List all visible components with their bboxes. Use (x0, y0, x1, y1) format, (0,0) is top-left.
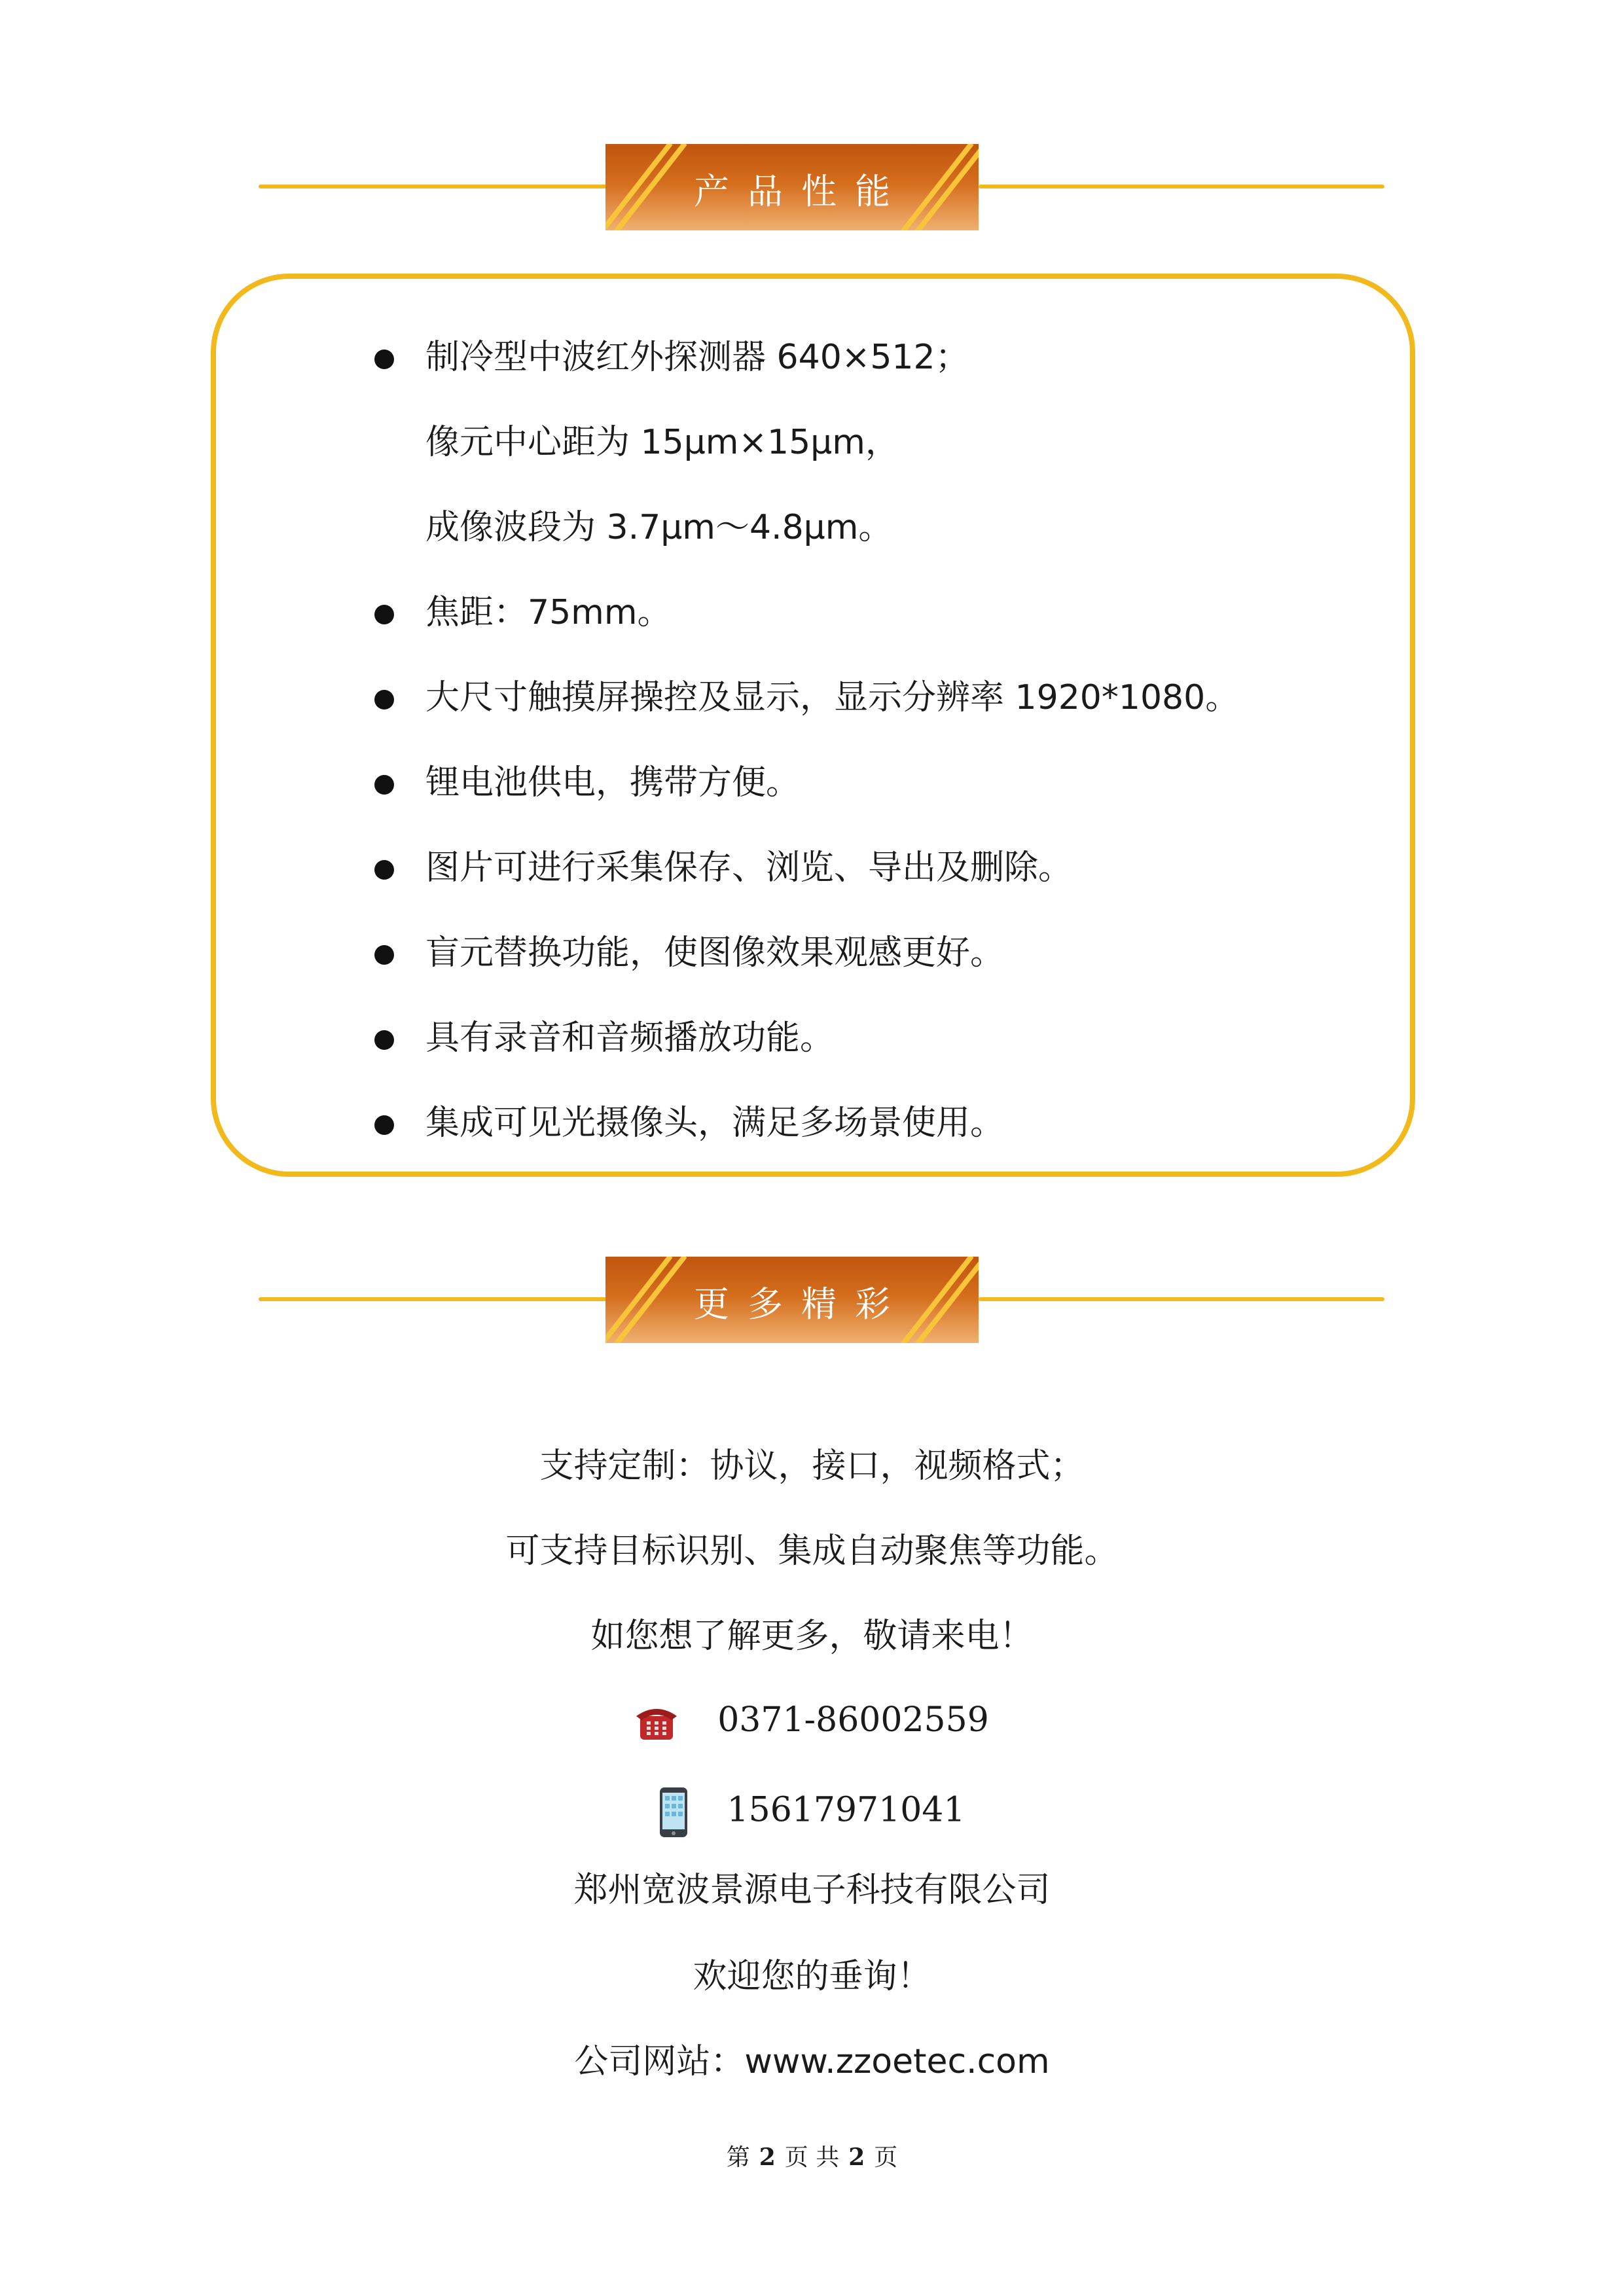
header-banner (605, 1257, 979, 1343)
feature-item (425, 338, 969, 377)
bullet-icon (374, 605, 394, 624)
feature-text: 具有录音和音频播放功能。 (425, 1018, 835, 1058)
mobile-number: 15617971041 (727, 1790, 965, 1830)
mobile-phone-icon (659, 1787, 688, 1838)
company-name: 郑州宽波景源电子科技有限公司 (573, 1871, 1051, 1910)
feature-text: 集成可见光摄像头，满足多场景使用。 (425, 1103, 1005, 1143)
header-banner (605, 144, 979, 230)
feature-item (425, 508, 892, 547)
section-title: 更多精彩 (694, 1283, 909, 1325)
feature-text: 成像波段为 3.7μm～4.8μm。 (425, 508, 893, 547)
section-title: 产品性能 (694, 171, 909, 212)
footer-page-number: 2 (759, 2144, 776, 2171)
feature-item (425, 1018, 834, 1058)
header-rule-left (259, 185, 625, 188)
feature-item (425, 593, 671, 632)
telephone-line (0, 1700, 1624, 1741)
footer-suffix: 页 (874, 2144, 898, 2171)
feature-text: 像元中心距为 15μm×15μm， (425, 423, 899, 462)
feature-item (425, 933, 1004, 973)
bullet-icon (374, 945, 394, 965)
feature-text: 制冷型中波红外探测器 640×512； (425, 338, 969, 377)
bullet-icon (374, 1115, 394, 1135)
footer-middle: 页 共 (784, 2144, 840, 2171)
footer-total-pages: 2 (848, 2144, 865, 2171)
bullet-icon (374, 775, 394, 795)
section-header-performance (259, 143, 1384, 234)
bullet-icon (374, 1030, 394, 1050)
mobile-line (0, 1787, 1624, 1838)
feature-text: 大尺寸触摸屏操控及显示，显示分辨率 1920*1080。 (425, 678, 1240, 717)
feature-text: 焦距：75mm。 (425, 593, 672, 632)
feature-box (211, 274, 1415, 1177)
feature-text: 锂电池供电，携带方便。 (425, 763, 801, 802)
feature-item (425, 678, 1239, 717)
bullet-icon (374, 350, 394, 369)
section-header-more (259, 1255, 1384, 1347)
feature-item (425, 423, 899, 462)
footer-prefix: 第 (726, 2144, 750, 2171)
bullet-icon (374, 860, 394, 880)
feature-item (425, 848, 1072, 888)
header-rule-right (979, 1297, 1384, 1301)
features-text: 可支持目标识别、集成自动聚焦等功能。 (505, 1532, 1119, 1571)
header-rule-right (979, 185, 1384, 188)
customization-text: 支持定制：协议，接口，视频格式； (539, 1446, 1085, 1486)
feature-text: 盲元替换功能，使图像效果观感更好。 (425, 933, 1005, 973)
page-footer (0, 2139, 1624, 2172)
feature-text: 图片可进行采集保存、浏览、导出及删除。 (425, 848, 1073, 888)
feature-item (425, 1103, 1004, 1143)
website-text: 公司网站：www.zzoetec.com (574, 2042, 1050, 2081)
bullet-icon (374, 690, 394, 709)
telephone-icon (635, 1704, 678, 1741)
telephone-number: 0371-86002559 (717, 1700, 989, 1740)
header-rule-left (259, 1297, 625, 1301)
call-invitation-text: 如您想了解更多，敬请来电！ (590, 1617, 1034, 1656)
feature-item (425, 763, 800, 802)
welcome-text: 欢迎您的垂询！ (693, 1957, 931, 1996)
